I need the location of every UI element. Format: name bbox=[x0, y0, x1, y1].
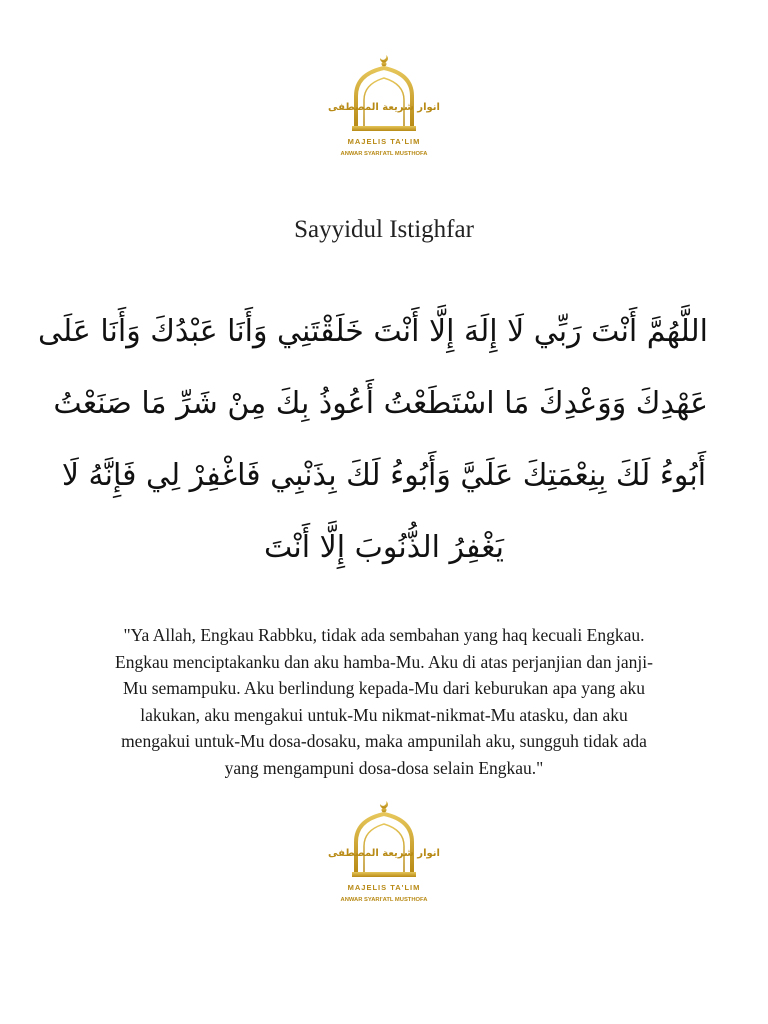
translation-line: mengakui untuk-Mu dosa-dosaku, maka ampunilah aku, sungguh tidak ada bbox=[121, 731, 647, 751]
arabic-line: يَغْفِرُ الذُّنُوبَ إِلَّا أَنْتَ bbox=[263, 530, 505, 565]
logo-line1: MAJELIS TA'LIM bbox=[347, 883, 421, 892]
logo-bottom bbox=[314, 798, 454, 908]
logo-line2: ANWAR SYARI'ATL MUSTHOFA bbox=[340, 151, 428, 157]
mosque-dome-logo-icon bbox=[314, 52, 454, 162]
arabic-line: أَبُوءُ لَكَ بِنِعْمَتِكَ عَلَيَّ وَأَبُوءُ لَكَ بِذَنْبِي فَاغْفِرْ لِي فَإِنَّهُ لَا bbox=[61, 458, 707, 493]
translation-line: yang mengampuni dosa-dosa selain Engkau." bbox=[224, 757, 544, 778]
translation-line: lakukan, aku mengakui untuk-Mu nikmat-nikmat-Mu atasku, dan aku bbox=[140, 704, 628, 725]
translation-line: Mu semampuku. Aku berlindung kepada-Mu dari keburukan apa yang aku bbox=[123, 678, 645, 698]
logo-line1: MAJELIS TA'LIM bbox=[347, 137, 421, 146]
logo-arabic-text: انوار شريعة المصطفى bbox=[328, 848, 440, 859]
translation-line: Engkau menciptakanku dan aku hamba-Mu. Aku di atas perjanjian dan janji- bbox=[115, 651, 653, 672]
arabic-line: اللَّهُمَّ أَنْتَ رَبِّي لَا إِلَهَ إِلَّا أَنْتَ خَلَقْتَنِي وَأَنَا عَبْدُكَ وَأَنَا عَلَى bbox=[38, 314, 708, 349]
arabic-line: عَهْدِكَ وَوَعْدِكَ مَا اسْتَطَعْتُ أَعُوذُ بِكَ مِنْ شَرِّ مَا صَنَعْتُ bbox=[53, 386, 708, 421]
arabic-prayer-text bbox=[38, 296, 708, 584]
logo-arabic-text: انوار شريعة المصطفى bbox=[328, 102, 440, 113]
translation-line: "Ya Allah, Engkau Rabbku, tidak ada sembahan yang haq kecuali Engkau. bbox=[123, 625, 645, 645]
logo-line2: ANWAR SYARI'ATL MUSTHOFA bbox=[340, 897, 428, 903]
logo-top bbox=[314, 52, 454, 162]
mosque-dome-logo-icon bbox=[314, 798, 454, 908]
page-title: Sayyidul Istighfar bbox=[294, 216, 474, 243]
translation-text bbox=[70, 622, 698, 781]
